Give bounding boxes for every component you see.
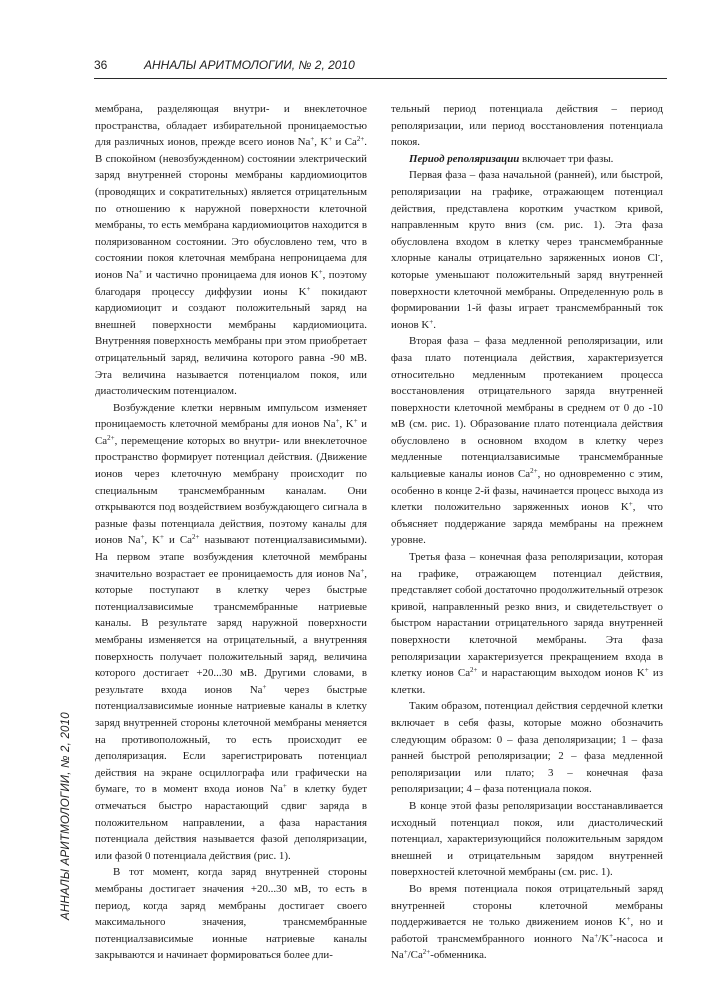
paragraph: Вторая фаза – фаза медленной реполяризации, или фаза плато потенциала действия, характеризуется относительно медленным протеканием процесса восстановления отрицательного заряда внутренней поверхности клеточной мембраны в среднем от 0 до -10 мВ (см. рис. 1). Образование плато потенциала действия обусловлено в основном входом в клетку через медленные потенциалзависимые трансмембранные кальциевые каналы ионов $Ca^{2+}$, но одновременно с этим, особенно в конце 2-й фазы, начинается процесс выхода из клетки положительно заряженных ионов K+, что объясняет поддержание заряда мембраны на прежнем уровне. (391, 335, 664, 547)
paragraph: Третья фаза – конечная фаза реполяризации, которая на графике, отражающем потенциал действия, представляет собой достаточно продолжительный отрезок кривой, направленный резко вниз, и свидетельствует о быстром нарастании отрицательного заряда внутренней поверхности клеточной мембраны. Эта фаза реполяризации характеризуется прекращением входа в клетку ионов $Ca^{2+}$ и нарастающим выходом ионов K+ из клетки. (391, 551, 664, 696)
section-intro (391, 151, 663, 168)
paragraph: В тот момент, когда заряд внутренней стороны мембраны достигает значения +20...30 мВ, то есть в период, когда заряд мембраны достигает своего максимального значения, трансмембранные потенциалзависимые ионные натриевые каналы закрываются и начинает формироваться более дли- (95, 866, 367, 962)
paragraph: мембрана, разделяющая внутри- и внеклеточное пространства, обладает избирательной проницаемостью для различных ионов, прежде всего ионов Na+, K+ и $Ca^{2+}$. В спокойном (невозбужденном) состоянии электрический заряд внутренней стороны мембраны кардиомиоцитов (проводящих и сократительных) является отрицательным по отношению к наружной поверхности клеточной мембраны, то есть мембрана кардиомиоцитов находится в поляризованном состоянии. Это обусловлено тем, что в состоянии покоя клеточная мембрана непроницаема для ионов Na+ и частично проницаема для ионов K+, поэтому благодаря процессу диффузии ионы K+ покидают кардиомиоцит и создают положительный заряд на внешней поверхности мембраны кардиомиоцита. Внутренняя поверхность мембраны при этом приобретает отрицательный заряд, величина которого равна -90 мВ. Эта величина называется потенциалом покоя, или диастолическим потенциалом. (95, 103, 368, 398)
page-number: 36 (94, 58, 108, 72)
paragraph: Возбуждение клетки нервным импульсом изменяет проницаемость клеточной мембраны для ионов Na+, K+ и $Ca^{2+}$, перемещение которых во внутри- или внеклеточное пространство формирует потенциал действия. (Движение ионов через клеточную мембрану происходит по специальным трансмембранным каналам. Они открываются под воздействием возбуждающего сигнала в разные фазы потенциала действия, поэтому каналы для ионов Na+, K+ и $Ca^{2+}$ называют потенциалзависимыми). На первом этапе возбуждения клеточной мембраны значительно возрастает ее проницаемость для ионов Na+, которые поступают в клетку через быстрые потенциалзависимые трансмембранные натриевые каналы. В результате заряд наружной поверхности мембраны изменяется на отрицательный, а внутренняя поверхность получает положительный заряд, величина которого достигает +20...30 мВ. Другими словами, в результате входа ионов Na+ через быстрые потенциалзависимые ионные натриевые каналы в клетку заряд внутренней стороны клеточной мембраны меняется на противоположный, то есть происходит ее деполяризация. Если зарегистрировать потенциал действия на экране осциллографа или графически на бумаге, то в момент входа ионов Na+ в клетку будет отмечаться быстро нарастающий сдвиг заряда в положительном направлении, а фаза нарастания потенциала действия называется фазой деполяризации, или фазой 0 потенциала действия (рис. 1). (95, 401, 368, 862)
left-column (95, 101, 367, 964)
journal-title: АННАЛЫ АРИТМОЛОГИИ, № 2, 2010 (144, 58, 355, 72)
section-subheading-rest: включает три фазы. (519, 152, 614, 165)
side-journal-title: АННАЛЫ АРИТМОЛОГИИ, № 2, 2010 (60, 712, 72, 920)
paragraph: Первая фаза – фаза начальной (ранней), или быстрой, реполяризации на графике, отражающем потенциал действия, представлена коротким участком кривой, направленным круто вниз (см. рис. 1). Эта фаза обусловлена входом в клетку через трансмембранные хлорные каналы отрицательно заряженных ионов Cl-, которые уменьшают положительный заряд внутренней поверхности клеточной мембраны. Определенную роль в формировании 1-й фазы играет трансмембранный ток ионов K+. (391, 169, 663, 331)
paragraph: тельный период потенциала действия – период реполяризации, или период восстановления потенциала покоя. (391, 103, 663, 149)
running-header (94, 58, 667, 74)
paragraph: Во время потенциала покоя отрицательный заряд внутренней стороны клеточной мембраны поддерживается не только движением ионов K+, но и работой трансмембранного ионного Na+/K+-насоса и $Na^+/Ca^{2+}$-обменника. (391, 882, 663, 962)
header-rule (94, 78, 667, 79)
paragraph: В конце этой фазы реполяризации восстанавливается исходный потенциал покоя, или диастолический потенциал, характеризующийся положительным зарядом внешней и отрицательным зарядом внутренней поверхностей клеточной мембраны (см. рис. 1). (391, 799, 663, 879)
section-subheading: Период реполяризации (409, 152, 520, 165)
paragraph: Таким образом, потенциал действия сердечной клетки включает в себя фазы, которые можно обозначить следующим образом: 0 – фаза деполяризации; 1 – фаза ранней быстрой реполяризации; 2 – фаза медленной реполяризации или плато; 3 – конечная фаза реполяризации; 4 – фаза потенциала покоя. (391, 700, 663, 796)
right-column (391, 101, 663, 964)
